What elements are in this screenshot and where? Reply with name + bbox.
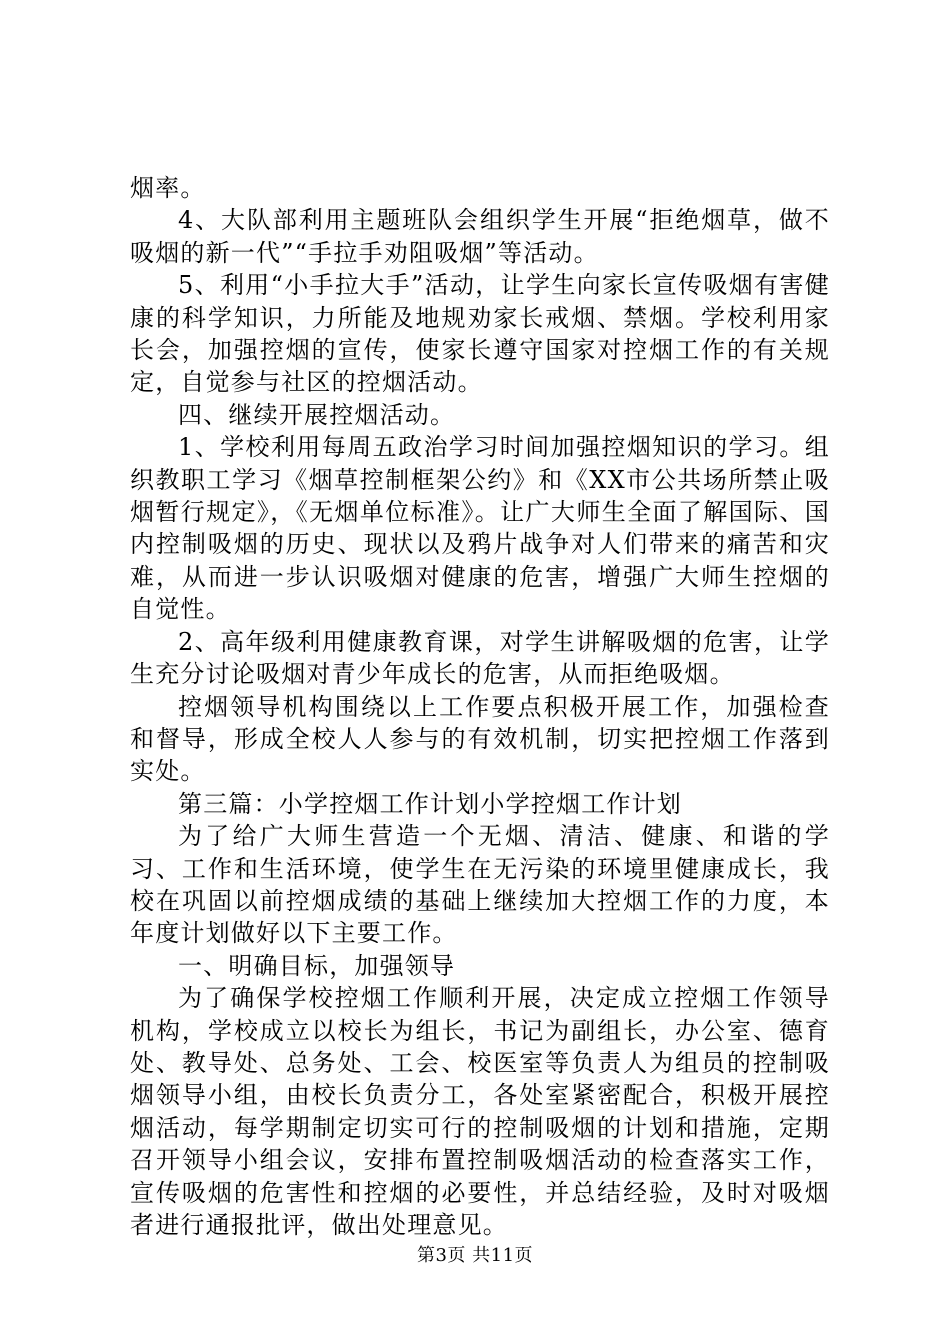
section-heading-1: 一、明确目标，加强领导 xyxy=(178,951,456,980)
paragraph-intro: 为了给广大师生营造一个无烟、清洁、健康、和谐的学习、工作和生活环境，使学生在无污染的环境里健康成长，我校在巩固以前控烟成绩的基础上继续加大控烟工作的力度，本年度计划做好以下主要工作。 xyxy=(130,822,830,948)
paragraph-leadership: 为了确保学校控烟工作顺利开展，决定成立控烟工作领导机构，学校成立以校长为组长，书记为副组长，办公室、德育处、教导处、总务处、工会、校医室等负责人为组员的控制吸烟领导小组，由校长负责分工，各处室紧密配合，积极开展控烟活动，每学期制定切实可行的控制吸烟的计划和措施，定期召开领导小组会议，安排布置控制吸烟活动的检查落实工作，宣传吸烟的危害性和控烟的必要性，并总结经验，及时对吸烟者进行通报批评，做出处理意见。 xyxy=(130,984,830,1239)
page-footer: 第3页 共11页 xyxy=(416,1245,534,1266)
paragraph-continuation: 烟率。 xyxy=(130,174,206,202)
section-heading-4: 四、继续开展控烟活动。 xyxy=(178,400,456,429)
document-body xyxy=(130,172,830,1241)
paragraph-item-5: 5、利用“小手拉大手”活动，让学生向家长宣传吸烟有害健康的科学知识，力所能及地规劝家长戒烟、禁烟。学校利用家长会，加强控烟的宣传，使家长遵守国家对控烟工作的有关规定，自觉参与社区的控烟活动。 xyxy=(130,271,830,397)
paragraph-item-4: 4、大队部利用主题班队会组织学生开展“拒绝烟草，做不吸烟的新一代”“手拉手劝阻吸烟”等活动。 xyxy=(130,206,830,267)
paragraph-summary: 控烟领导机构围绕以上工作要点积极开展工作，加强检查和督导，形成全校人人参与的有效机制，切实把控烟工作落到实处。 xyxy=(130,692,830,786)
paragraph-study-item-1: 1、学校利用每周五政治学习时间加强控烟知识的学习。组织教职工学习《烟草控制框架公约》和《XX市公共场所禁止吸烟暂行规定》，《无烟单位标准》。让广大师生全面了解国际、国内控制吸烟的历史、现状以及鸦片战争对人们带来的痛苦和灾难，从而进一步认识吸烟对健康的危害，增强广大师生控烟的自觉性。 xyxy=(130,433,830,624)
chapter-title: 第三篇：小学控烟工作计划小学控烟工作计划 xyxy=(178,789,682,818)
paragraph-study-item-2: 2、高年级利用健康教育课，对学生讲解吸烟的危害，让学生充分讨论吸烟对青少年成长的危害，从而拒绝吸烟。 xyxy=(130,627,830,689)
